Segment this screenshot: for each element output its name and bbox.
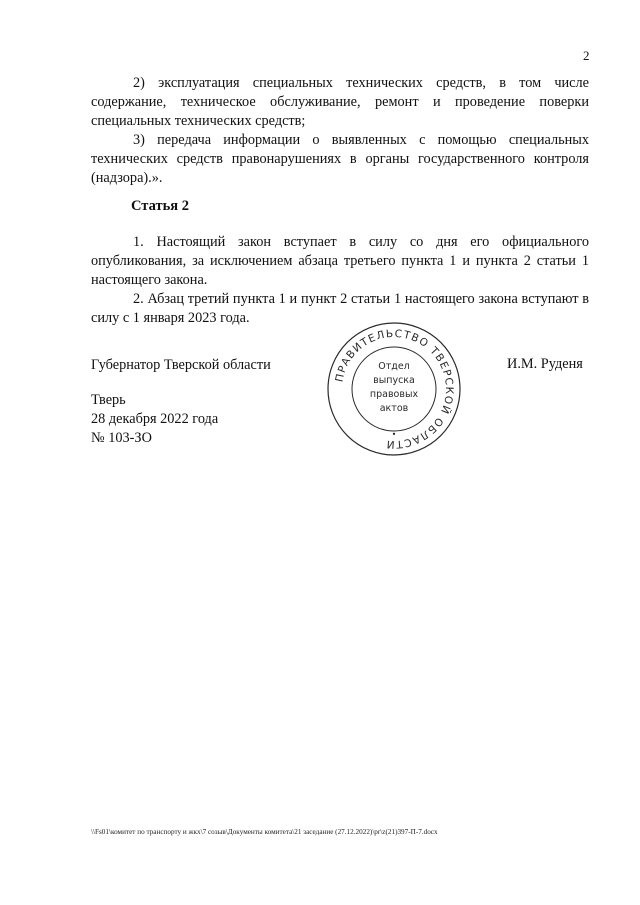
paragraph-item-2: 2) эксплуатация специальных технических средств, в том числе содержание, техническое обслуживание, ремонт и проведение поверки специальных технических средств; xyxy=(91,75,589,129)
footer-file-path: \\Fs01\комитет по транспорту и жкх\7 созыв\Документы комитета\21 заседание (27.12.2022)\pr\z(21)397-П-7.docx xyxy=(91,828,438,836)
signing-date: 28 декабря 2022 года xyxy=(91,411,219,427)
city-name: Тверь xyxy=(91,392,126,408)
paragraph-item-1: 1. Настоящий закон вступает в силу со дня его официального опубликования, за исключением абзаца третьего пункта 1 и пункта 2 статьи 1 настоящего закона. xyxy=(91,234,589,288)
governor-title: Губернатор Тверской области xyxy=(91,357,271,373)
paragraph-group-article-2 xyxy=(91,233,589,328)
paragraph-item-3: 3) передача информации о выявленных с помощью специальных технических средств правонарушениях в органы государственного контроля (надзора).». xyxy=(91,132,589,186)
paragraph-group-article-1-end xyxy=(91,74,589,188)
governor-name: И.М. Руденя xyxy=(507,356,583,372)
law-number: № 103-ЗО xyxy=(91,430,152,446)
stamp-line-2: выпуска xyxy=(373,375,415,386)
stamp-star-icon: • xyxy=(391,430,397,439)
stamp-ring-text: ПРАВИТЕЛЬСТВО ТВЕРСКОЙ ОБЛАСТИ xyxy=(333,327,456,451)
paragraph-item-2: 2. Абзац третий пункта 1 и пункт 2 статьи 1 настоящего закона вступают в силу с 1 января 2023 года. xyxy=(91,291,589,326)
place-date-block xyxy=(91,391,218,448)
official-stamp xyxy=(326,321,462,457)
article-heading: Статья 2 xyxy=(131,198,189,214)
page-number: 2 xyxy=(583,48,590,63)
stamp-line-3: правовых xyxy=(369,389,419,400)
stamp-line-4: актов xyxy=(379,403,409,414)
stamp-line-1: Отдел xyxy=(378,361,410,372)
